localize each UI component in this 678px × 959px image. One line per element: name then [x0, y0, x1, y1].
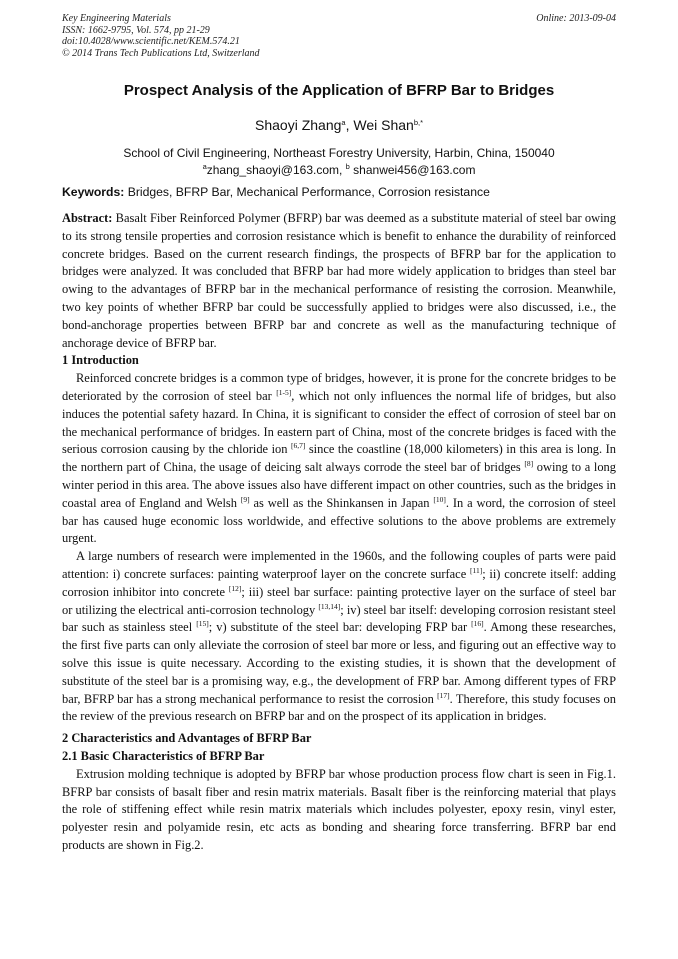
journal-name: Key Engineering Materials — [62, 13, 171, 24]
subsection-2-1-heading: 2.1 Basic Characteristics of BFRP Bar — [62, 748, 265, 763]
intro-paragraph-2: A large numbers of research were implemented in the 1960s, and the following couples of parts were paid attention: i) concrete surfaces: painting waterproof layer on the concrete surface [11]; ii) concrete itself: adding corrosion inhibitor into concrete [12]; iii) steel bar surface: painting protective layer on the surface of steel bar or utilizing the electrical anti-corrosion technology [13,14]; iv) steel bar itself: developing corrosion resistant steel bar such as stainless steel [15]; v) substitute of the steel bar: developing FRP bar [16]. Among these researches, the first five parts can only alleviate the corrosion of steel bar more or less, and figuring out an effective way to solve this issue is quite necessary. According to the existing studies, it is shown that the development of substitute of the steel bar is a promising way, e.g., the development of FRP bar. Among different types of FRP bar, BFRP bar has a strong mechanical performance to resist the corrosion [17]. Therefore, this study focuses on the review of the previous research on BFRP bar and on the prospect of its application in bridges. — [62, 549, 617, 724]
issn-line: ISSN: 1662-9795, Vol. 574, pp 21-29 — [62, 24, 210, 36]
abstract-label: Abstract: — [62, 211, 113, 225]
doi-line[interactable]: doi:10.4028/www.scientific.net/KEM.574.21 — [62, 36, 240, 47]
author-2: Wei Shan — [353, 117, 414, 133]
section-2-heading: 2 Characteristics and Advantages of BFRP Bar — [62, 731, 312, 746]
affiliation-line: School of Civil Engineering, Northeast Forestry University, Harbin, China, 150040 — [123, 146, 555, 160]
copyright-line: © 2014 Trans Tech Publications Ltd, Switzerland — [62, 47, 260, 59]
journal-header — [62, 13, 616, 59]
citation[interactable]: [8] — [524, 459, 534, 469]
citation[interactable]: [12] — [228, 583, 242, 593]
email-line — [62, 162, 616, 179]
email-2-mark: b — [345, 162, 350, 171]
email-2[interactable]: shanwei456@163.com — [349, 163, 476, 177]
section-1-heading: 1 Introduction — [62, 353, 139, 368]
citation[interactable]: [6,7] — [290, 441, 306, 451]
author-separator: , — [345, 117, 354, 133]
email-1-mark: a — [202, 162, 207, 171]
citation[interactable]: [17] — [437, 690, 450, 700]
citation[interactable]: [11] — [469, 565, 483, 575]
citation[interactable]: [1-5] — [276, 387, 292, 397]
paper-title: Prospect Analysis of the Application of BFRP Bar to Bridges — [123, 82, 555, 99]
intro-paragraph-1: Reinforced concrete bridges is a common type of bridges, however, it is prone for the concrete bridges to be deteriorated by the corrosion of steel bar [1-5], which not only influences the normal life of bridges, but also induces the potential safety hazard. In China, it is significant to consider the effect of corrosion of steel bar on the mechanical performance of bridges. In eastern part of China, most of the concrete bridges is faced with the serious corrosion causing by the chloride ion [6,7] since the coastline (18,000 kilometers) in this area is long. In the northern part of China, the usage of deicing salt always corrode the steel bar of bridges [8] owing to a long winter period in this area. The above issues also have different impact on other countries, such as the bridges in coastal area of England and Welsh [9] as well as the Shinkansen in Japan [10]. In a word, the corrosion of steel bar has caused huge economic loss worldwide, and effective solutions to the above problems are extremely urgent. — [62, 371, 617, 546]
abstract-text: Basalt Fiber Reinforced Polymer (BFRP) bar was deemed as a substitute material of steel bar owing to its strong tensile properties and corrosion resistance which is benefit to enhance the durability of reinforced concrete bridges. Based on the current research findings, the prospects of BFRP bar for the application to bridges were analyzed. It was concluded that BFRP bar had more widely application to bridges than steel bar owing to the advantages of BFRP bar in the mechanical performance of resisting the corrosion. Meanwhile, two key points of whether BFRP bar could be successfully applied to bridges were also discussed, i.e., the bond-anchorage properties between BFRP bar and concrete as well as the manufacturing technique of anchorage device of BFRP bar. — [62, 211, 616, 350]
paper-body — [62, 210, 616, 855]
affiliation-block — [62, 145, 616, 179]
author-1-mark: a — [341, 118, 346, 127]
citation[interactable]: [10] — [433, 494, 446, 504]
email-1[interactable]: zhang_shaoyi@163.com, — [206, 163, 346, 177]
section-2-paragraph-1: Extrusion molding technique is adopted by BFRP bar whose production process flow chart is seen in Fig.1. BFRP bar consists of basalt fiber and resin matrix materials. Basalt fiber is the reinforcing material that plays the role of stiffening effect while resin matrix materials which includes polyester, epoxy resin, vinyl ester, polyester resin and polyamide resin, etc acts as bonding and shearing force transferring. BFRP bar end products are shown in Fig.2. — [62, 766, 616, 852]
author-1: Shaoyi Zhang — [255, 117, 342, 133]
citation[interactable]: [9] — [240, 494, 250, 504]
keywords-line — [62, 185, 616, 199]
online-date: Online: 2013-09-04 — [536, 13, 616, 24]
citation[interactable]: [15] — [196, 619, 209, 629]
abstract-paragraph — [62, 210, 616, 352]
keywords-label: Keywords: — [62, 185, 125, 199]
citation[interactable]: [16] — [471, 619, 484, 629]
author-line — [62, 117, 616, 133]
author-2-mark: b,* — [413, 118, 423, 127]
keywords-text: Bridges, BFRP Bar, Mechanical Performance, Corrosion resistance — [124, 185, 490, 199]
citation[interactable]: [13,14] — [318, 601, 341, 611]
